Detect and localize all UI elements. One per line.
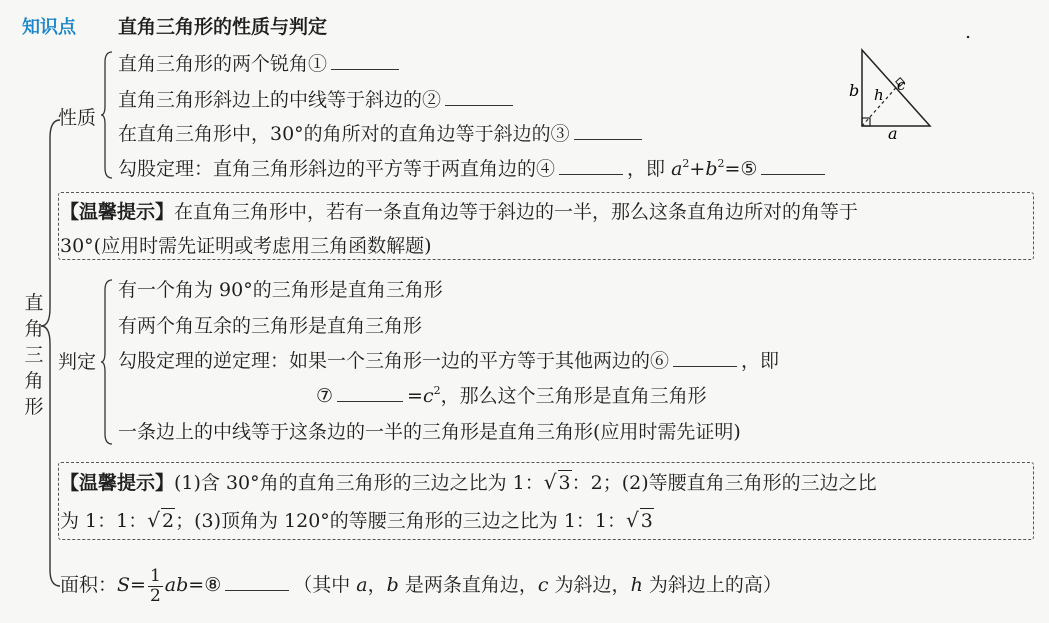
section-title: 直角三角形的性质与判定 <box>118 16 328 38</box>
label-c: c <box>897 76 906 94</box>
tip1-line-2: 30°(应用时需先证明或考虑用三角函数解题) <box>60 235 432 257</box>
blank-4[interactable] <box>559 172 623 175</box>
blank-5[interactable] <box>761 172 825 175</box>
dot-mark: . <box>965 21 972 43</box>
property-line-4: 勾股定理：直角三角形斜边的平方等于两直角边的④ ，即 $a^2+b^2=⑤$ <box>118 157 829 181</box>
blank-6[interactable] <box>673 364 737 367</box>
judgement-line-1: 有一个角为 90°的三角形是直角三角形 <box>118 279 443 301</box>
label-b: b <box>849 81 860 100</box>
tip1-line-1: 【温馨提示】在直角三角形中，若有一条直角边等于斜边的一半，那么这条直角边所对的角等于 <box>60 201 859 223</box>
area-line: 面积：S= $\frac{1}{2}$ ab=⑧ （其中 a，b 是两条直角边，c 为斜边，h 为斜边上的高） <box>60 565 782 606</box>
judgement-line-3: 勾股定理的逆定理：如果一个三角形一边的平方等于其他两边的⑥ ，即 <box>118 350 780 372</box>
right-triangle-figure <box>842 44 942 140</box>
vertical-title: 直 角 三 角 形 <box>24 292 44 418</box>
judgement-brace <box>100 276 114 448</box>
tip2-label: 【温馨提示】 <box>60 472 175 494</box>
blank-1[interactable] <box>331 67 399 70</box>
judgement-line-2: 有两个角互余的三角形是直角三角形 <box>118 315 423 337</box>
judgement-line-4: ⑦ $=c^2$，那么这个三角形是直角三角形 <box>316 384 707 407</box>
blank-8[interactable] <box>225 588 289 591</box>
property-line-3: 在直角三角形中，30°的角所对的直角边等于斜边的③ <box>118 122 646 146</box>
tip1-label: 【温馨提示】 <box>60 201 175 223</box>
label-h: h <box>874 86 884 104</box>
judgement-line-5: 一条边上的中线等于这条边的一半的三角形是直角三角形(应用时需先证明) <box>118 421 741 443</box>
blank-3[interactable] <box>574 137 642 140</box>
blank-7[interactable] <box>337 399 403 402</box>
one-half-fraction: $\frac{1}{2}$ <box>149 565 161 606</box>
blank-2[interactable] <box>445 103 513 106</box>
property-line-1: 直角三角形的两个锐角① <box>118 52 403 76</box>
judgement-label: 判定 <box>58 351 97 373</box>
tip2-line-1: 【温馨提示】(1)含 30°角的直角三角形的三边之比为 1：√ 3：2；(2)等腰直角三角形的三边之比 <box>60 470 877 494</box>
properties-label: 性质 <box>58 107 97 129</box>
label-a: a <box>888 124 898 140</box>
section-tag: 知识点 <box>22 17 76 38</box>
properties-brace <box>100 48 114 182</box>
tip2-line-2: 为 1：1：√ 2；(3)顶角为 120°的等腰三角形的三边之比为 1：1：√ 3 <box>60 508 653 532</box>
property-line-2: 直角三角形斜边上的中线等于斜边的② <box>118 88 517 112</box>
